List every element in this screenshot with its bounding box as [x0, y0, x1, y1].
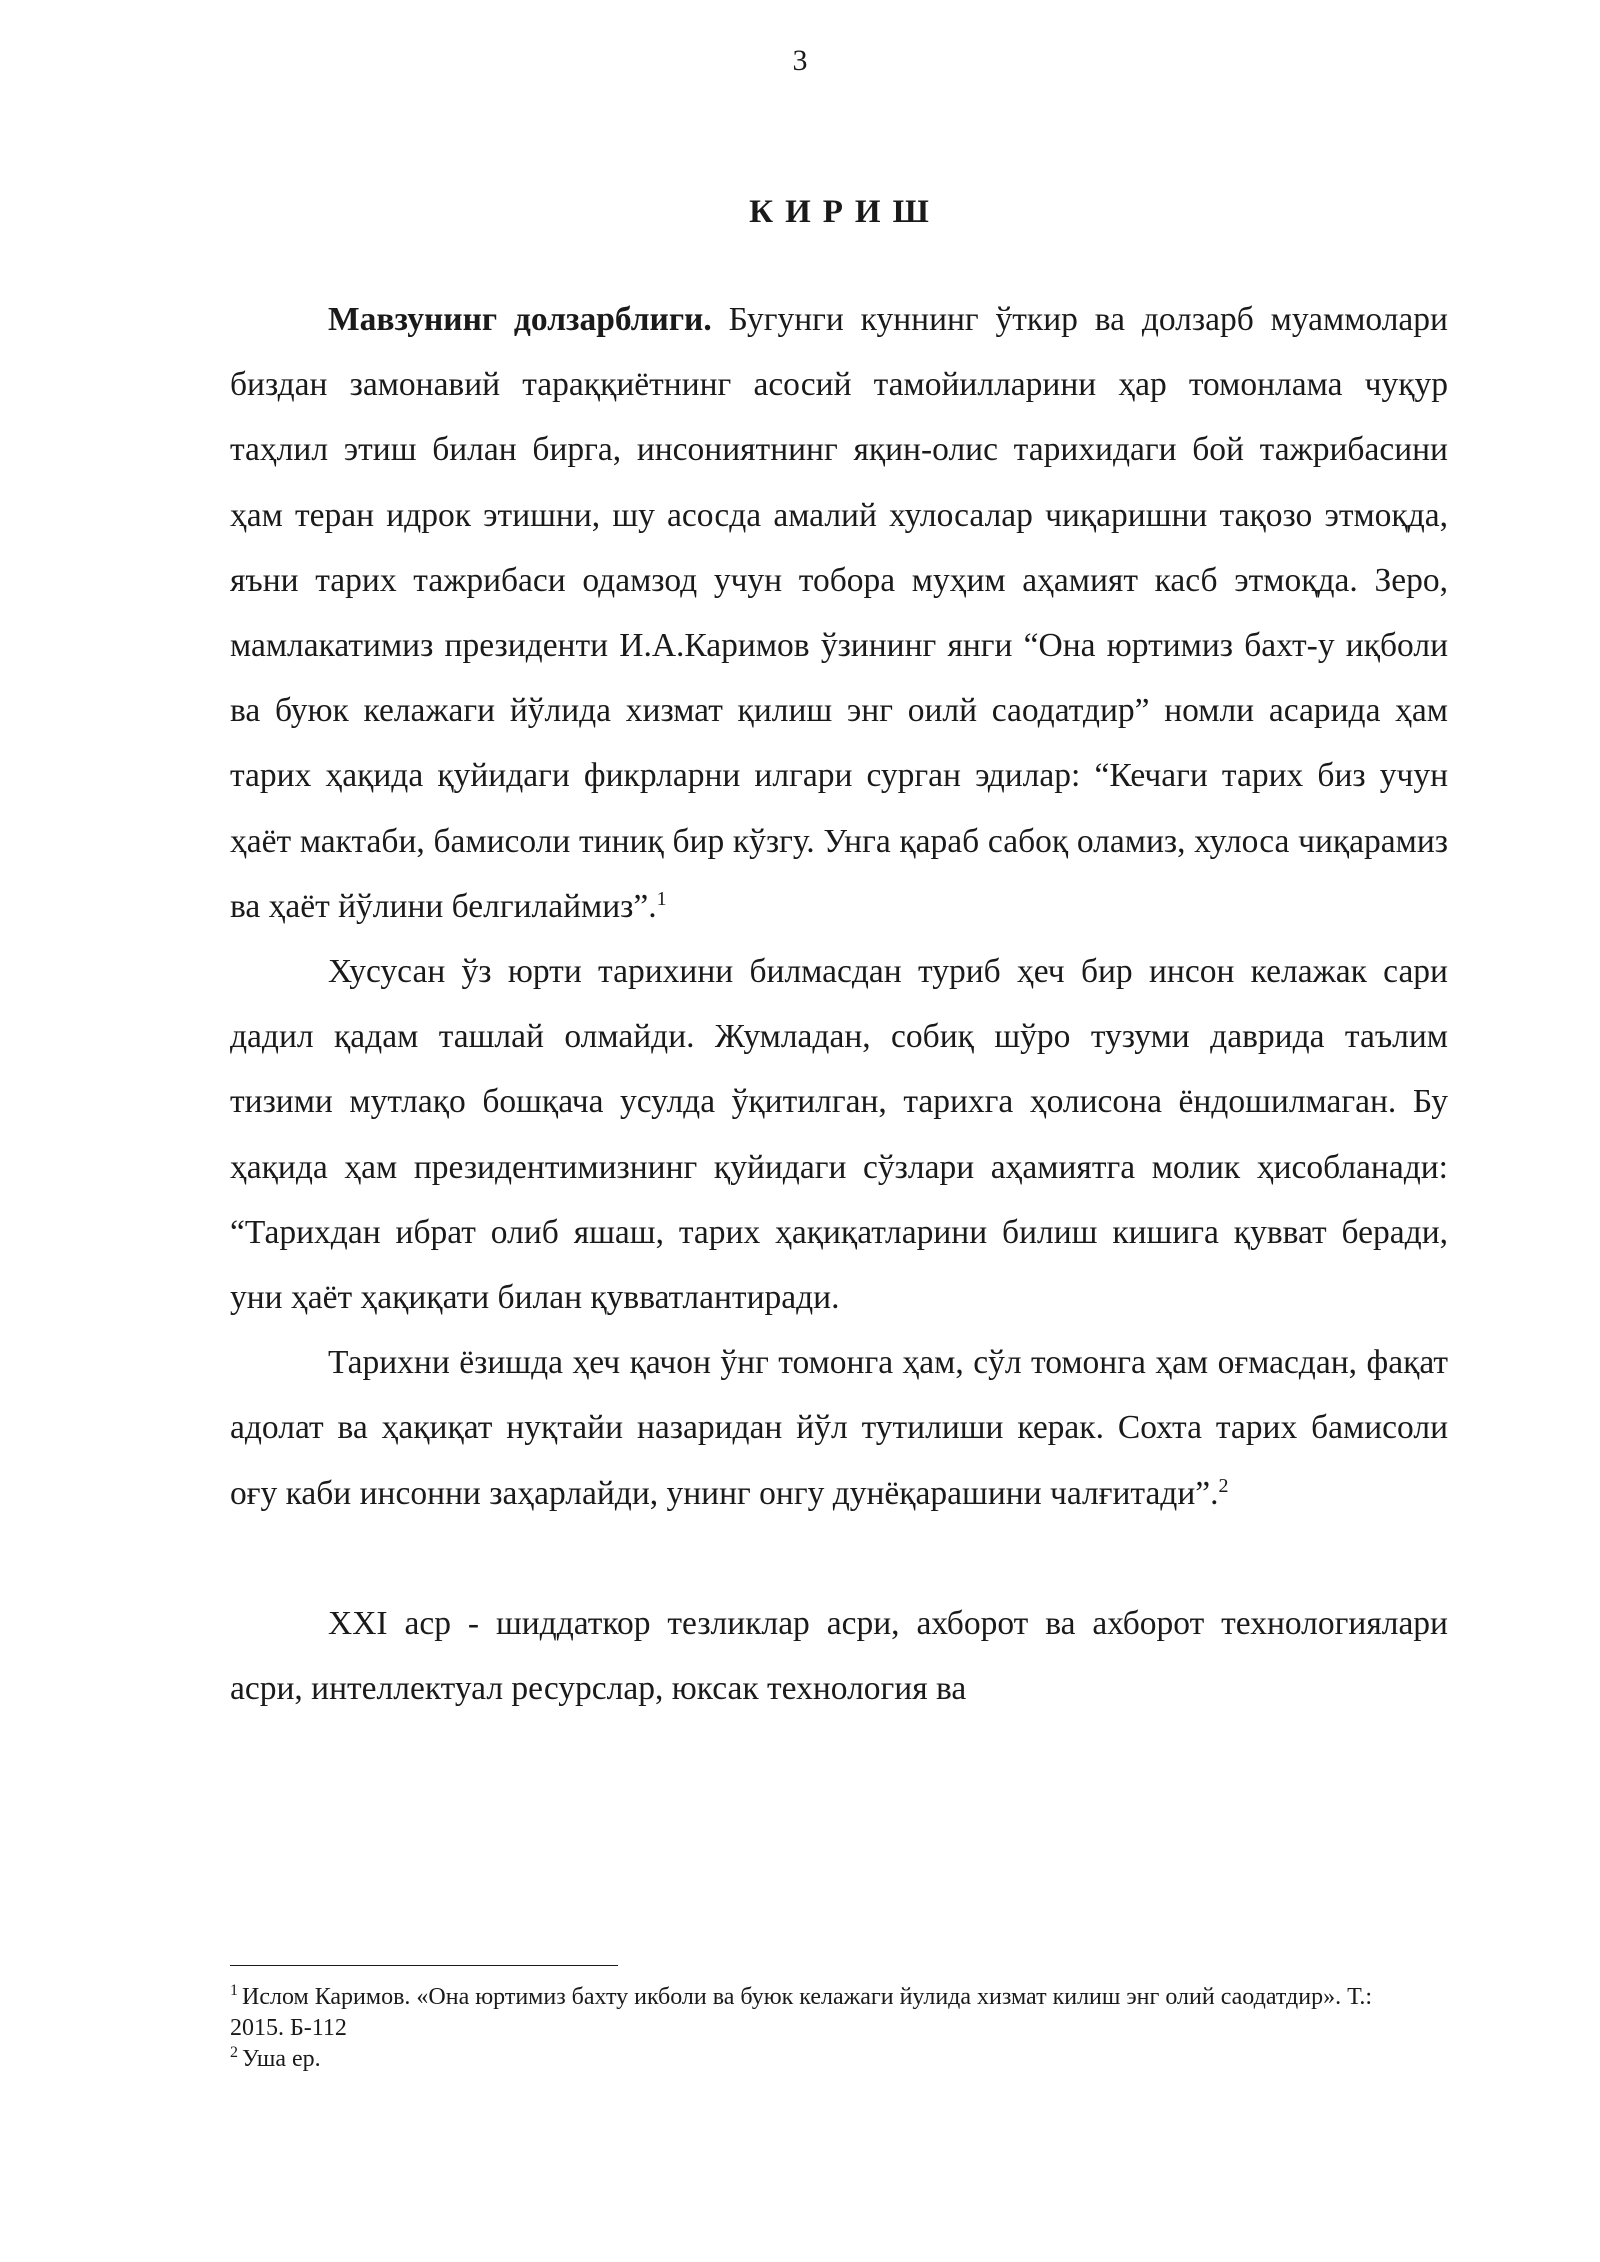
paragraph-text: XXI аср - шиддаткор тезликлар асри, ахборот ва ахборот технологиялари асри, интеллектуал ресурслар, юксак технология ва	[230, 1604, 1448, 1708]
footnote-number: 2	[230, 2044, 238, 2061]
paragraph-lead-title: Мавзунинг долзарблиги.	[328, 301, 712, 338]
footnote-text: Уша ер.	[242, 2046, 321, 2072]
paragraph-text: Бугунги куннинг ўткир ва долзарб муаммолари биздан замонавий тараққиётнинг асосий тамойилларини ҳар томонлама чуқур таҳлил этиш билан бирга, инсониятнинг яқин-олис тарихидаги бой тажрибасини ҳам теран идрок этишни, шу асосда амалий хулосалар чиқаришни тақозо этмоқда, яъни тарих тажрибаси одамзод учун тобора муҳим аҳамият касб этмоқда. Зеро, мамлакатимиз президенти И.А.Каримов ўзининг янги “Она юртимиз бахт-у иқболи ва буюк келажаги йўлида хизмат қилиш энг оилй саодатдир” номли асарида ҳам тарих ҳақида қуйидаги фикрларни илгари сурган эдилар: “Кечаги тарих биз учун ҳаёт мактаби, бамисоли тиниқ бир кўзгу. Унга қараб сабоқ оламиз, хулоса чиқарамиз ва ҳаёт йўлини белгилаймиз”.	[230, 301, 1448, 925]
section-heading: КИРИШ	[749, 194, 941, 230]
paragraph-spacer	[230, 1526, 1448, 1591]
paragraph-history-writing	[230, 1330, 1448, 1526]
footnotes	[230, 1982, 1380, 2075]
footnote-reference: 2	[1218, 1474, 1229, 1497]
paragraph-text: Хусусан ўз юрти тарихини билмасдан туриб ҳеч бир инсон келажак сари дадил қадам ташлай олмайди. Жумладан, собиқ шўро тузуми даврида таълим тизими мутлақо бошқача усулда ўқитилган, тарихга ҳолисона ёндошилмаган. Бу ҳақида ҳам президентимизнинг қуйидаги сўзлари аҳамиятга молик ҳисобланади: “Тарихдан ибрат олиб яшаш, тарих ҳақиқатларини билиш кишига қувват беради, уни ҳаёт ҳақиқати билан қувватлантиради.	[230, 953, 1448, 1317]
footnote-item	[230, 1982, 1380, 2044]
footnote-number: 1	[230, 1982, 238, 1999]
paragraph-relevance	[230, 287, 1448, 939]
paragraph-history	[230, 939, 1448, 1330]
footnote-reference: 1	[656, 887, 667, 910]
body-text	[230, 287, 1448, 1721]
paragraph-text: Тарихни ёзишда ҳеч қачон ўнг томонга ҳам, сўл томонга ҳам оғмасдан, фақат адолат ва ҳақиқат нуқтайи назаридан йўл тутилиши керак. Сохта тарих бамисоли оғу каби инсонни заҳарлайди, унинг онгу дунёқарашини чалғитади”.	[230, 1344, 1448, 1512]
footnote-text: Ислом Каримов. «Она юртимиз бахту икболи ва буюк келажаги йулида хизмат килиш энг олий саодатдир». Т.: 2015. Б-112	[230, 1984, 1373, 2041]
paragraph-21st-century	[230, 1591, 1448, 1721]
page-number: 3	[792, 44, 808, 77]
footnote-divider	[230, 1965, 618, 1966]
footnote-item	[230, 2044, 1380, 2075]
